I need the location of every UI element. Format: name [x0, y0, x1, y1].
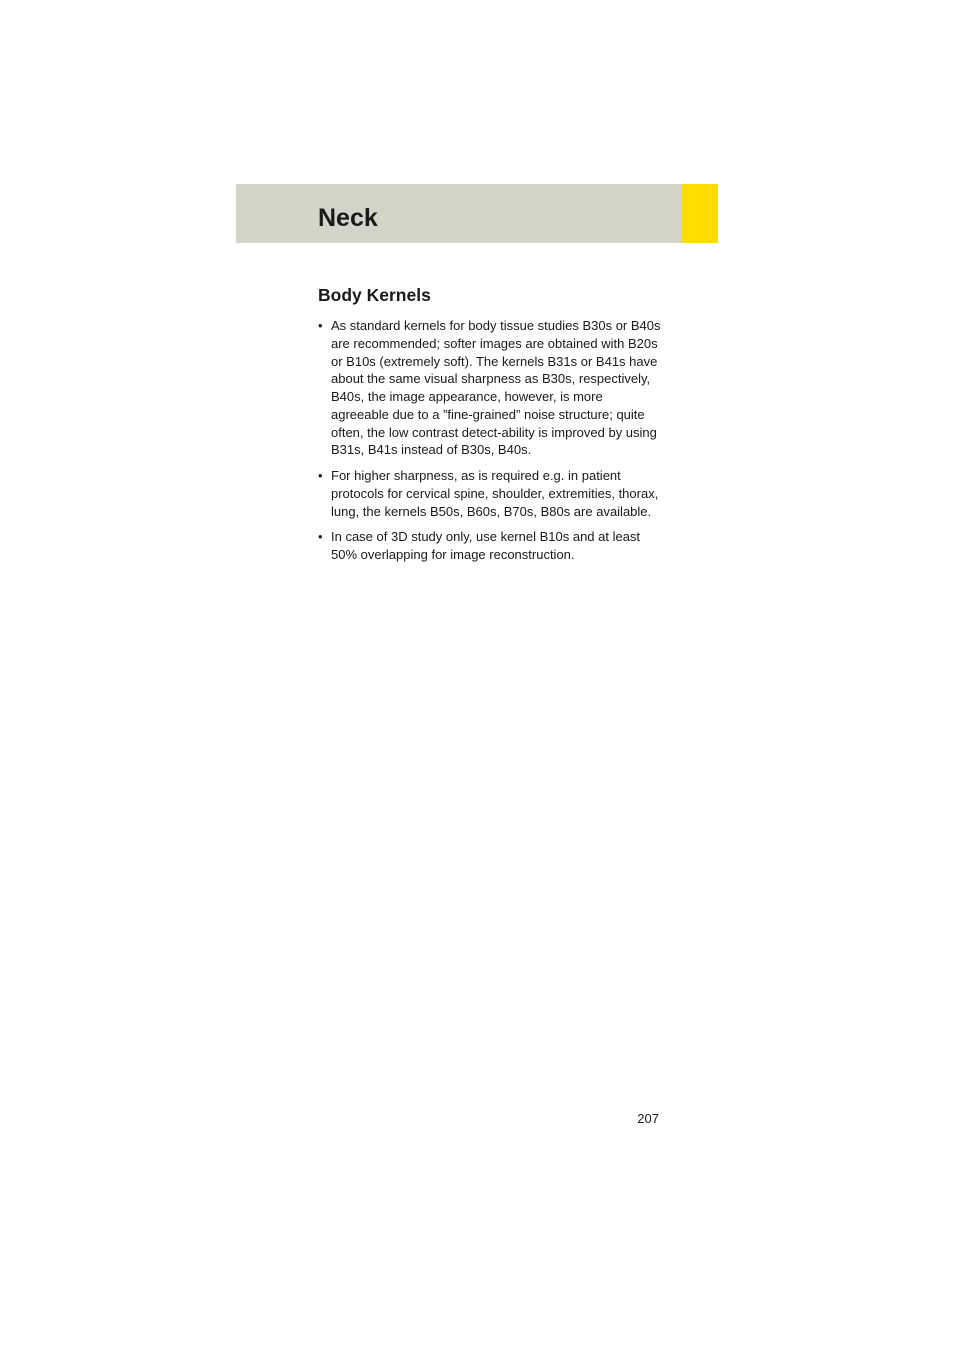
- list-item: [318, 528, 663, 564]
- list-item-text: In case of 3D study only, use kernel B10s and at least 50% overlapping for image reconstruction.: [331, 529, 641, 562]
- list-item: [318, 317, 663, 459]
- list-item-text: For higher sharpness, as is required e.g. in patient protocols for cervical spine, shoulder, extremities, thorax, lung, the kernels B50s, B60s, B70s, B80s are available.: [331, 468, 659, 519]
- chapter-header-band: [236, 184, 682, 243]
- chapter-header-accent-tab: [682, 184, 718, 243]
- chapter-title: Neck: [318, 204, 378, 232]
- bullet-icon: •: [318, 318, 323, 333]
- bullet-list: [318, 317, 663, 572]
- list-item: [318, 467, 663, 520]
- page-number: 207: [637, 1111, 659, 1126]
- bullet-icon: •: [318, 529, 323, 545]
- section-heading: Body Kernels: [318, 285, 431, 305]
- bullet-icon: •: [318, 468, 323, 483]
- list-item-text: As standard kernels for body tissue studies B30s or B40s are recommended; softer images are obtained with B20s or B10s (extremely soft). The kernels B31s or B41s have about the same visual sharpness as B30s, respectively, B40s, the image appearance, however, is more agreeable due to a ”fine-grained” noise structure; quite often, the low contrast detect-ability is improved by using B31s, B41s instead of B30s, B40s.: [331, 318, 661, 458]
